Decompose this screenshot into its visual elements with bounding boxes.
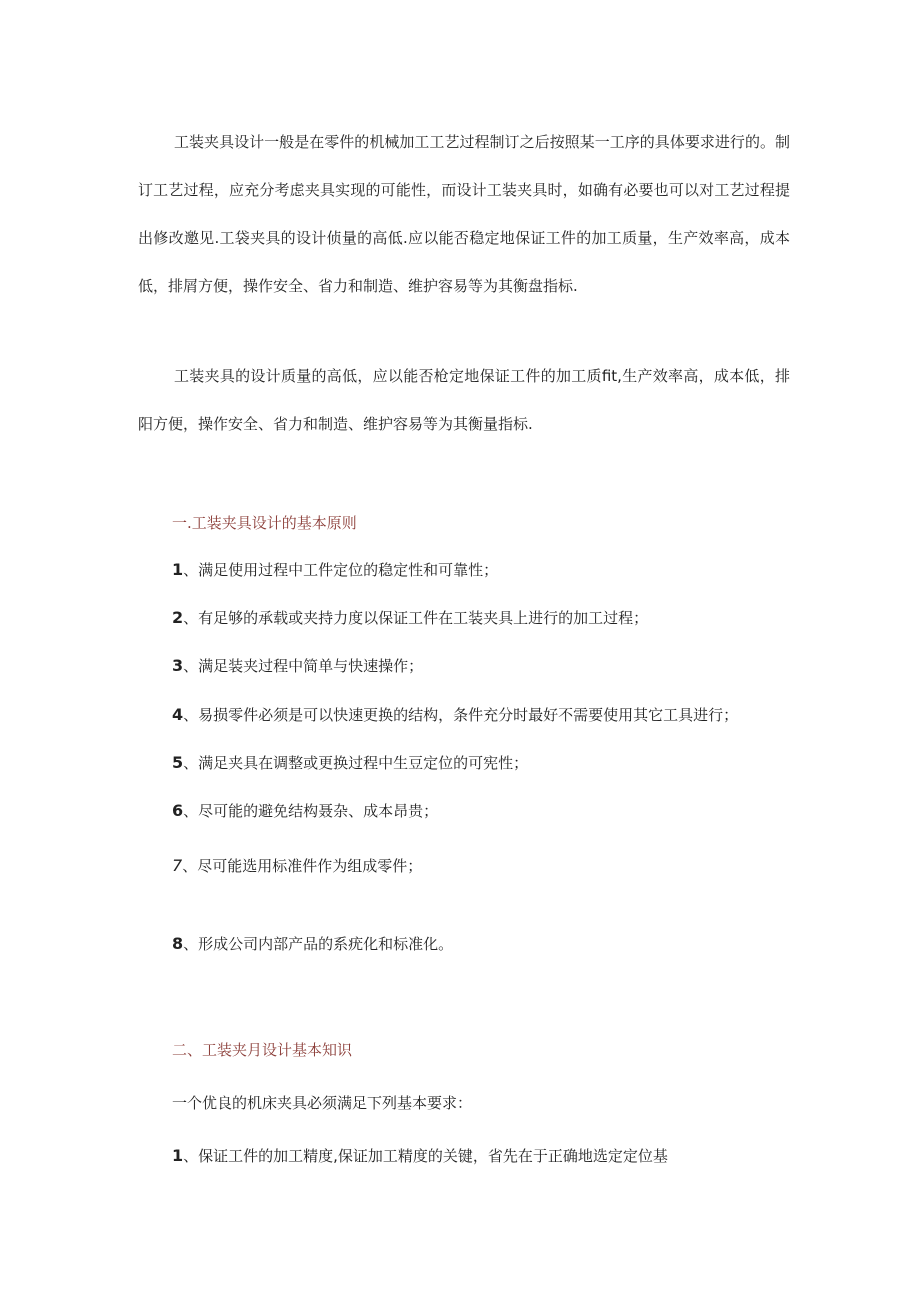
item-text: 、满足使用过程中工件定位的稳定性和可靠性； xyxy=(183,561,499,579)
second-paragraph: 工装夹具的设计质量的高低，应以能否枪定地保证工件的加工质fit,生产效率高，成本低，排阳方便，操作安全、省力和制造、维护容易等为其衡量指标. xyxy=(138,367,790,433)
item-text: 、满足夹具在调整或更换过程中生豆定位的可宪性； xyxy=(183,754,529,772)
item-text: 、尽可能的避免结构聂杂、成本昂贵； xyxy=(183,802,439,820)
item-text: 、满足装夹过程中简单与快速操作； xyxy=(183,657,424,675)
item-number: 2 xyxy=(172,608,184,627)
principle-item xyxy=(172,655,423,676)
section-heading-knowledge: 二、工装夹月设计基本知识 xyxy=(172,1041,353,1059)
item-text: 、形成公司内部产品的系疣化和标准化。 xyxy=(183,935,454,953)
item-number: 1 xyxy=(172,1146,184,1165)
item-number: 1 xyxy=(172,560,184,579)
section-heading-principles: 一.工装夹具设计的基本原则 xyxy=(172,514,357,532)
principle-item xyxy=(172,704,738,725)
principle-item xyxy=(172,559,498,580)
principle-item xyxy=(172,855,422,876)
item-text: 、尽可能选用标准件作为组成零件； xyxy=(182,857,423,875)
item-text: 、易损零件必须是可以快速更换的结构，条件充分时最好不需要使用其它工具进行； xyxy=(183,706,739,724)
item-number: 7 xyxy=(172,856,183,875)
item-number: 6 xyxy=(172,801,184,820)
item-number: 3 xyxy=(172,656,184,675)
requirement-item xyxy=(172,1145,668,1166)
item-text: 、保证工件的加工精度,保证加工精度的关键，省先在于正确地选定定位基 xyxy=(183,1147,668,1165)
item-number: 5 xyxy=(172,753,184,772)
principle-item xyxy=(172,800,438,821)
requirements-intro: 一个优良的机床夹具必须满足下列基本要求： xyxy=(172,1094,473,1112)
principle-item xyxy=(172,933,453,954)
item-number: 8 xyxy=(172,934,184,953)
item-text: 、有足够的承载或夹持力度以保证工件在工装夹具上进行的加工过程； xyxy=(183,609,649,627)
principle-item xyxy=(172,752,528,773)
item-number: 4 xyxy=(172,705,184,724)
principle-item xyxy=(172,607,648,628)
intro-paragraph: 工装夹具设计一般是在零件的机械加工工艺过程制订之后按照某一工序的具体要求进行的。制订工艺过程，应充分考虑夹具实现的可能性，而设计工装夹具时，如确有必要也可以对工艺过程提出修改邀见.工袋夹具的设计侦量的高低.应以能否稳定地保证工件的加工质量，生产效率高，成本低，排屑方便，操作安全、省力和制造、维护容易等为其衡盘指标. xyxy=(138,133,790,295)
